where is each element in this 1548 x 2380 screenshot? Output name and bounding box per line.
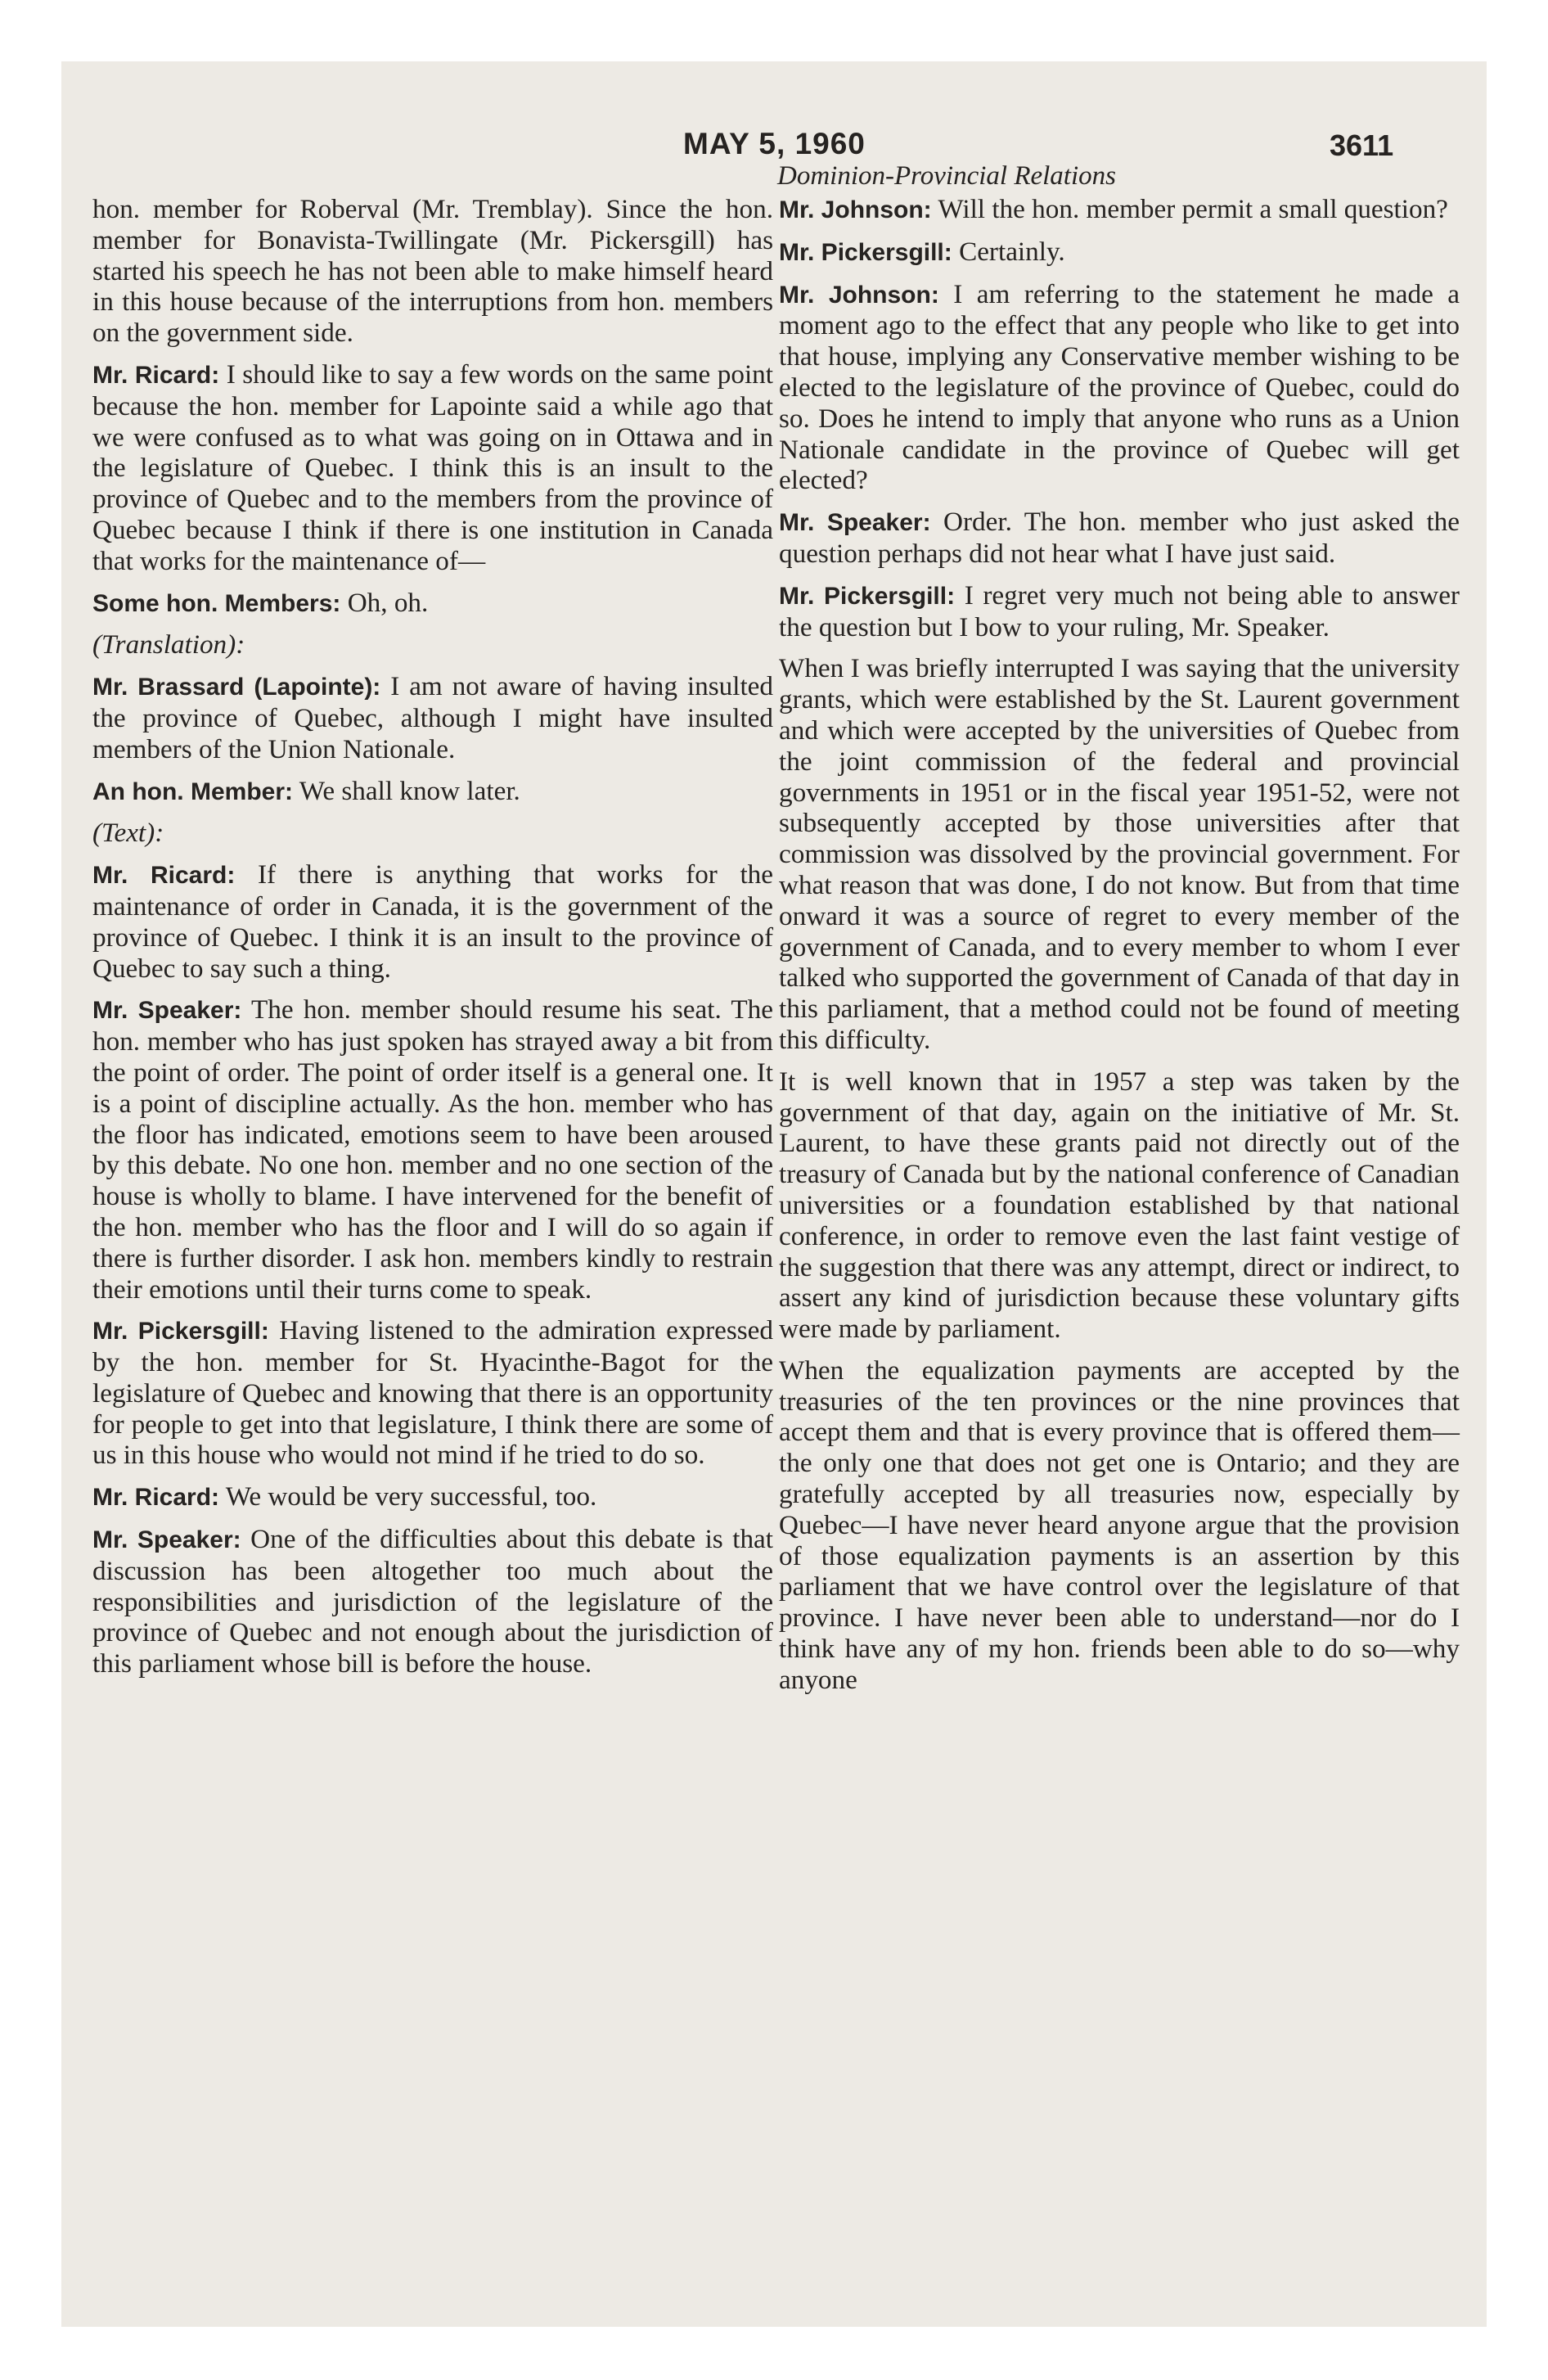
paragraph [779, 1066, 1460, 1345]
right-column [779, 194, 1460, 1706]
paragraph [92, 1315, 773, 1471]
paragraph [779, 194, 1460, 226]
paragraph [779, 653, 1460, 1055]
speaker-name: Some hon. Members: [92, 589, 341, 617]
text-note: (Text): [92, 818, 164, 849]
paragraph-text: Having listened to the admiration expressed by the hon. member for St. Hyacinthe-Bagot for the legislature of Quebec and knowing that there is an opportunity for people to get into that legislature, I think there are some of us in this house who would not mind if he tried to do so. [92, 1315, 773, 1471]
speaker-name: Mr. Johnson: [779, 196, 932, 223]
speaker-name: Mr. Brassard (Lapointe): [92, 674, 381, 701]
paragraph-text: I regret very much not being able to answer the question but I bow to your ruling, Mr. Speaker. [779, 579, 1460, 642]
paragraph [779, 580, 1460, 643]
speaker-name: Mr. Pickersgill: [779, 582, 956, 610]
speaker-name: An hon. Member: [92, 778, 293, 805]
paragraph-text: It is well known that in 1957 a step was taken by the government of that day, again on the initiative of Mr. St. Laurent, to have these grants paid not directly out of the treasury of Canada but by the national conference of Canadian universities or a foundation established by that national conference, in order to remove even the last faint vestige of the suggestion that there was any attempt, direct or indirect, to assert any kind of jurisdiction because these voluntary gifts were made by parliament. [779, 1066, 1460, 1345]
page-number: 3611 [1330, 128, 1394, 162]
speaker-name: Mr. Speaker: [92, 997, 242, 1025]
paragraph [779, 237, 1460, 268]
paragraph-text: I should like to say a few words on the same point because the hon. member for Lapointe said a while ago that we were confused as to what was going on in Ottawa and in the legislature of Quebec. I think this is an insult to the province of Quebec and to the members from the province of Quebec because I think if there is one institution in Canada that works for the maintenance of— [92, 358, 773, 576]
speaker-name: Mr. Pickersgill: [779, 238, 952, 266]
paragraph [92, 859, 773, 984]
paragraph [92, 671, 773, 764]
speaker-name: Mr. Ricard: [92, 862, 236, 890]
paragraph [92, 776, 773, 808]
paragraph-text: Order. The hon. member who just asked the question perhaps did not hear what I have just said. [779, 507, 1460, 569]
paragraph-text: The hon. member should resume his seat. The hon. member who has just spoken has strayed away a bit from the point of order. The point of order itself is a general one. It is a point of discipline actually. As the hon. member who has the floor has indicated, emotions seem to have been aroused by this debate. No one hon. member and no one section of the house is wholly to blame. I have intervened for the benefit of the hon. member who has the floor and I will do so again if there is further disorder. I ask hon. members kindly to restrain their emotions until their turns come to speak. [92, 994, 773, 1305]
section-title: Dominion-Provincial Relations [777, 161, 1116, 191]
paragraph-text: When the equalization payments are accepted by the treasuries of the ten provinces or the nine provinces that accept them and that is every province that is offered them—the only one that does not get one is Ontario; and they are gratefully accepted by all treasuries now, especially by Quebec—I have never heard anyone argue that the provision of those equalization payments is an assertion by this parliament that we have control over the legislature of that province. I have never been able to understand—nor do I think have any of my hon. friends been able to do so—why anyone [779, 1355, 1460, 1695]
paragraph [779, 1355, 1460, 1696]
paragraph-text: If there is anything that works for the maintenance of order in Canada, it is the government of the province of Quebec. I think it is an insult to the province of Quebec to say such a thing. [92, 859, 773, 984]
speaker-name: Mr. Pickersgill: [92, 1318, 269, 1346]
speaker-name: Mr. Johnson: [779, 281, 939, 309]
header-date: MAY 5, 1960 [683, 127, 866, 160]
paragraph-text: We would be very successful, too. [219, 1481, 597, 1512]
paragraph-text: I am not aware of having insulted the province of Quebec, although I might have insulted members of the Union Nationale. [92, 671, 774, 764]
paragraph [92, 194, 773, 349]
left-column [92, 194, 773, 1690]
paragraph [92, 359, 773, 577]
paragraph-text: Will the hon. member permit a small question? [931, 194, 1448, 224]
paragraph-text: I am referring to the statement he made a moment ago to the effect that any people who like to get into that house, implying any Conservative member wishing to be elected to the legislature of the province of Quebec, could do so. Does he intend to imply that anyone who runs as a Union Nationale candidate in the province of Quebec will get elected? [779, 278, 1460, 496]
paragraph [92, 994, 773, 1305]
paragraph-text: hon. member for Roberval (Mr. Tremblay). Since the hon. member for Bonavista-Twillingate (Mr. Pickersgill) has started his speech he has not been able to make himself heard in this house because of the interruptions from hon. members on the government side. [92, 194, 773, 349]
speaker-name: Mr. Speaker: [92, 1526, 241, 1554]
paragraph [779, 279, 1460, 497]
paragraph [779, 507, 1460, 570]
paragraph-text: We shall know later. [293, 775, 520, 806]
paragraph-text: Oh, oh. [340, 587, 429, 618]
paragraph [92, 1524, 773, 1679]
paragraph [92, 1481, 773, 1513]
speaker-name: Mr. Ricard: [92, 361, 220, 389]
paragraph-text: Certainly. [952, 236, 1065, 267]
translation-note: (Translation): [92, 629, 245, 660]
paragraph-text: One of the difficulties about this debate is that discussion has been altogether too much about the responsibilities and jurisdiction of the legislature of the province of Quebec and not enough about the jurisdiction of this parliament whose bill is before the house. [92, 1524, 773, 1679]
speaker-name: Mr. Speaker: [779, 509, 931, 537]
paragraph [92, 588, 773, 620]
paragraph-text: When I was briefly interrupted I was saying that the university grants, which were established by the St. Laurent government and which were accepted by the universities of Quebec from the joint commission of the federal and provincial governments in 1951 or in the fiscal year 1951-52, were not subsequently accepted by those universities after that commission was dissolved by the provincial government. For what reason that was done, I do not know. But from that time onward it was a source of regret to every member of the government of Canada, and to every member to whom I ever talked who supported the government of Canada of that day in this parliament, that a method could not be found of meeting this difficulty. [779, 653, 1460, 1055]
speaker-name: Mr. Ricard: [92, 1484, 220, 1512]
